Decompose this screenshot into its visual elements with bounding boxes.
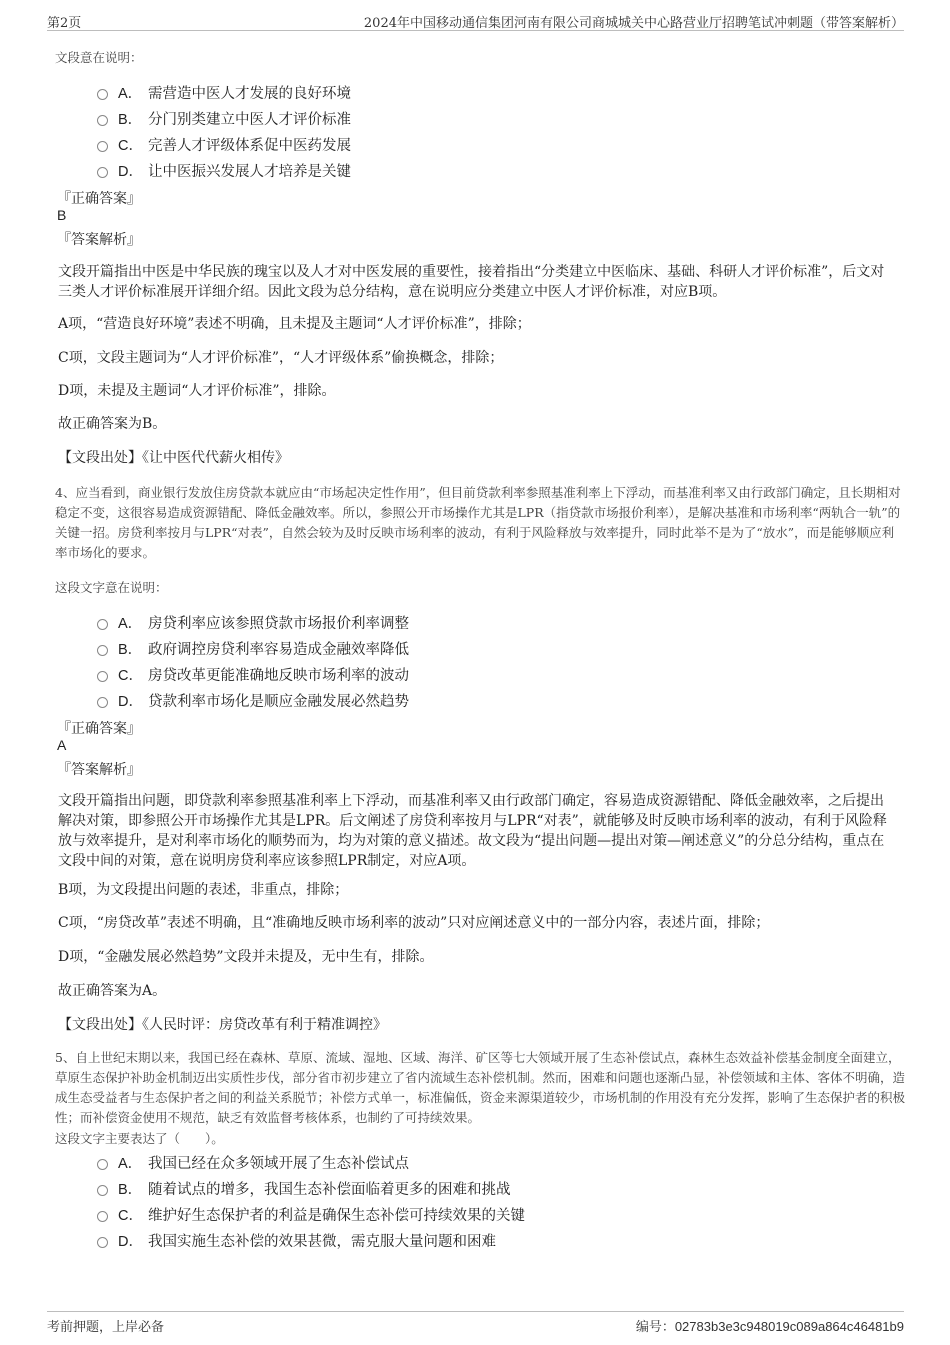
q3-option-c[interactable]: C． 完善人才评级体系促中医药发展 bbox=[97, 134, 351, 155]
q5-option-b[interactable]: B． 随着试点的增多，我国生态补偿面临着更多的困难和挑战 bbox=[97, 1178, 511, 1199]
radio-icon[interactable] bbox=[97, 1237, 108, 1248]
radio-icon[interactable] bbox=[97, 619, 108, 630]
q4-option-a[interactable]: A． 房贷利率应该参照贷款市场报价利率调整 bbox=[97, 612, 409, 633]
q3-source: 【文段出处】《让中医代代薪火相传》 bbox=[58, 450, 289, 466]
radio-icon[interactable] bbox=[97, 697, 108, 708]
footer-slogan: 考前押题，上岸必备 bbox=[47, 1320, 165, 1335]
q4-option-c[interactable]: C． 房贷改革更能准确地反映市场利率的波动 bbox=[97, 664, 409, 685]
radio-icon[interactable] bbox=[97, 167, 108, 178]
q5-option-d[interactable]: D． 我国实施生态补偿的效果甚微，需克服大量问题和困难 bbox=[97, 1230, 496, 1251]
q3-answer: B bbox=[57, 207, 67, 223]
q4-intro: 这段文字意在说明： bbox=[55, 580, 168, 595]
radio-icon[interactable] bbox=[97, 645, 108, 656]
q3-analysis: 文段开篇指出中医是中华民族的瑰宝以及人才对中医发展的重要性，接着指出“分类建立中医临床、基础、科研人才评价标准”，后文对三类人才评价标准展开详细介绍。因此文段为总分结构，意在说明应分类建立中医人才评价标准，对应B项。 bbox=[58, 264, 885, 300]
q3-elim-d: D项，未提及主题词“人才评价标准”，排除。 bbox=[58, 383, 336, 399]
q4-source: 【文段出处】《人民时评：房贷改革有利于精准调控》 bbox=[58, 1017, 387, 1033]
q4-option-d[interactable]: D． 贷款利率市场化是顺应金融发展必然趋势 bbox=[97, 690, 409, 711]
q3-elim-c: C项，文段主题词为“人才评价标准”，“人才评级体系”偷换概念，排除； bbox=[58, 350, 504, 366]
q3-intro: 文段意在说明： bbox=[55, 50, 143, 65]
q5-stem: 5、自上世纪末期以来，我国已经在森林、草原、流域、湿地、区域、海洋、矿区等七大领域开展了生态补偿试点，森林生态效益补偿基金制度全面建立，草原生态保护补助金机制迈出实质性步伐，部分省市初步建立了省内流域生态补偿机制。然而，困难和问题也逐渐凸显，补偿领域和主体、客体不明确，造成生态受益者与生态保护者之间的利益关系脱节；补偿方式单一，标准偏低，资金来源渠道较少，市场机制的作用没有充分发挥，影响了生态保护者的积极性；而补偿资金使用不规范，缺乏有效监督考核体系，也制约了可持续效果。 bbox=[55, 1050, 906, 1125]
radio-icon[interactable] bbox=[97, 1159, 108, 1170]
q4-conclusion: 故正确答案为A。 bbox=[58, 983, 167, 999]
q4-stem: 4、应当看到，商业银行发放住房贷款本就应由“市场起决定性作用”，但目前贷款利率参照基准利率上下浮动，而基准利率又由行政部门确定，且长期相对稳定不变，这很容易造成资源错配、降低金融效率。所以，参照公开市场操作尤其是LPR（指贷款市场报价利率），是解决基准和市场利率“两轨合一轨”的关键一招。房贷利率按月与LPR“对表”，自然会较为及时反映市场利率的波动，有利于风险释放与效率提升，同时此举不是为了“放水”，而是能够顺应利率市场化的要求。 bbox=[55, 485, 901, 560]
q4-elim-b: B项，为文段提出问题的表述，非重点，排除； bbox=[58, 882, 349, 898]
radio-icon[interactable] bbox=[97, 1185, 108, 1196]
q5-ask: 这段文字主要表达了（ ）。 bbox=[55, 1131, 224, 1146]
q3-option-a[interactable]: A． 需营造中医人才发展的良好环境 bbox=[97, 82, 351, 103]
radio-icon[interactable] bbox=[97, 89, 108, 100]
q3-elim-a: A项，“营造良好环境”表述不明确，且未提及主题词“人才评价标准”，排除； bbox=[58, 316, 531, 332]
document-title: 2024年中国移动通信集团河南有限公司商城城关中心路营业厅招聘笔试冲刺题（带答案解析） bbox=[363, 16, 904, 31]
radio-icon[interactable] bbox=[97, 141, 108, 152]
q4-option-b[interactable]: B． 政府调控房贷利率容易造成金融效率降低 bbox=[97, 638, 409, 659]
q4-answer-label: 『正确答案』 bbox=[57, 721, 141, 737]
q5-option-a[interactable]: A． 我国已经在众多领域开展了生态补偿试点 bbox=[97, 1152, 409, 1173]
q3-answer-label: 『正确答案』 bbox=[57, 191, 141, 207]
q4-analysis: 文段开篇指出问题，即贷款利率参照基准利率上下浮动，而基准利率又由行政部门确定，容易造成资源错配、降低金融效率，之后提出解决对策，即参照公开市场操作尤其是LPR。后文阐述了房贷利率按月与LPR“对表”，就能够及时反映市场利率的波动，有利于风险释放与效率提升，是对利率市场化的顺势而为，均为对策的意义描述。故文段为“提出问题—提出对策—阐述意义”的分总分结构，重点在文段中间的对策，意在说明房贷利率应该参照LPR制定，对应A项。 bbox=[58, 793, 887, 869]
q4-answer: A bbox=[57, 737, 67, 753]
q3-option-b[interactable]: B． 分门别类建立中医人才评价标准 bbox=[97, 108, 351, 129]
q3-option-d[interactable]: D． 让中医振兴发展人才培养是关键 bbox=[97, 160, 351, 181]
q4-elim-c: C项，“房贷改革”表述不明确，且“准确地反映市场利率的波动”只对应阐述意义中的一部分内容，表述片面，排除； bbox=[58, 915, 770, 931]
radio-icon[interactable] bbox=[97, 1211, 108, 1222]
page-number: 第2页 bbox=[47, 16, 82, 31]
page-footer bbox=[47, 1311, 904, 1336]
radio-icon[interactable] bbox=[97, 115, 108, 126]
q4-analysis-label: 『答案解析』 bbox=[57, 762, 141, 778]
q3-conclusion: 故正确答案为B。 bbox=[58, 416, 167, 432]
q3-analysis-label: 『答案解析』 bbox=[57, 232, 141, 248]
radio-icon[interactable] bbox=[97, 671, 108, 682]
q4-elim-d: D项，“金融发展必然趋势”文段并未提及，无中生有，排除。 bbox=[58, 949, 434, 965]
q5-option-c[interactable]: C． 维护好生态保护者的利益是确保生态补偿可持续效果的关键 bbox=[97, 1204, 525, 1225]
document-code: 编号：02783b3e3c948019c089a864c46481b9 bbox=[635, 1319, 904, 1335]
page-header bbox=[47, 10, 904, 31]
